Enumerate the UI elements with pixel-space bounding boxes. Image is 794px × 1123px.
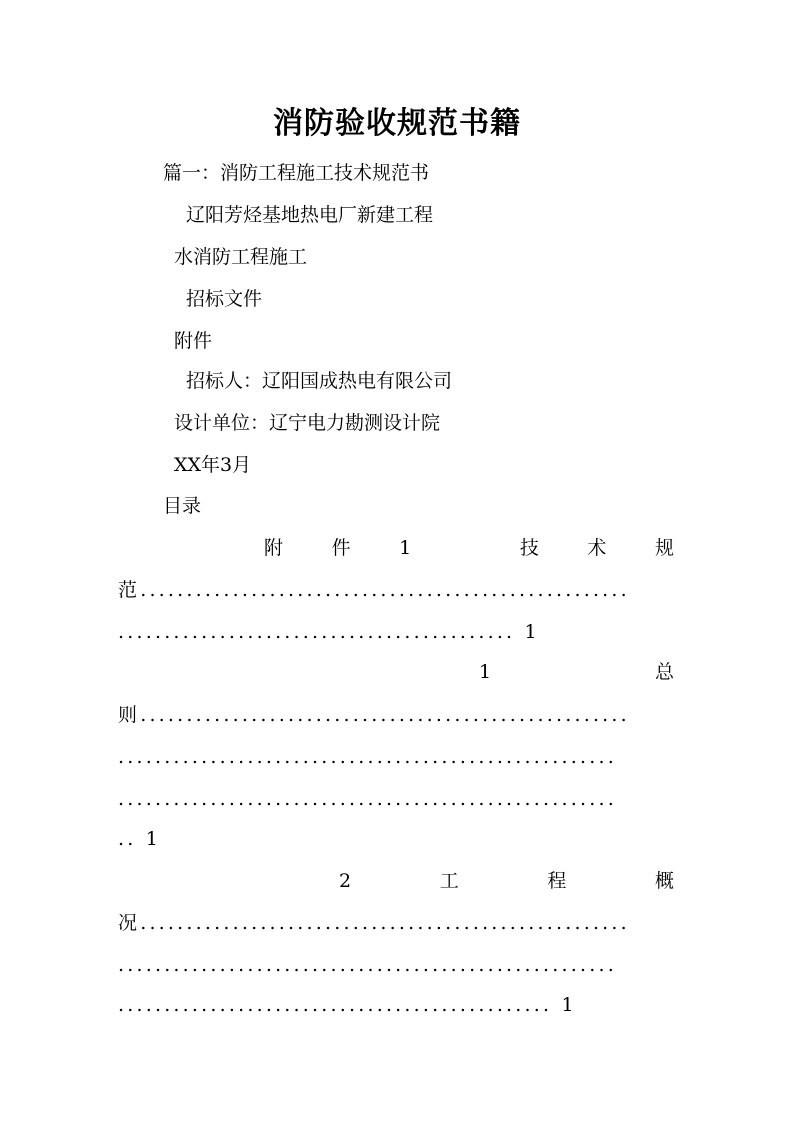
toc-word: 技 [519, 537, 539, 559]
toc-entry-3-heading [339, 869, 674, 893]
date-line: XX年3月 [174, 454, 252, 476]
toc-entry-3-page: ............................................... 1 [118, 994, 577, 1016]
attachment-label: 附件 [174, 330, 213, 352]
toc-word: 1 [399, 537, 412, 559]
document-type: 招标文件 [186, 288, 263, 310]
section-heading: 篇一：消防工程施工技术规范书 [163, 162, 430, 184]
designer-line: 设计单位：辽宁电力勘测设计院 [174, 412, 441, 434]
toc-title: 目录 [163, 495, 202, 517]
toc-entry-1-heading [264, 536, 674, 560]
toc-word: 概 [654, 870, 674, 892]
toc-number: 1 [479, 661, 492, 683]
toc-word: 工 [439, 870, 459, 892]
toc-word: 总 [654, 661, 674, 683]
document-title: 消防验收规范书籍 [273, 106, 521, 141]
toc-entry-2-leader: 则..................................................... [118, 704, 630, 726]
toc-number: 2 [339, 870, 352, 892]
toc-entry-2-leader-cont: ...................................................... [118, 746, 617, 768]
project-name-line1: 辽阳芳烃基地热电厂新建工程 [186, 204, 434, 226]
toc-entry-1-page: ........................................... 1 [118, 621, 540, 643]
toc-entry-2-leader-cont: ...................................................... [118, 788, 617, 810]
toc-entry-1-leader: 范..................................................... [118, 579, 630, 601]
toc-word: 术 [587, 537, 607, 559]
toc-word: 附 [264, 537, 284, 559]
toc-entry-2-page: .. 1 [118, 828, 162, 850]
project-name-line2: 水消防工程施工 [174, 246, 308, 268]
toc-word: 程 [547, 870, 567, 892]
toc-word: 件 [331, 537, 351, 559]
toc-word: 规 [654, 537, 674, 559]
toc-entry-3-leader: 况..................................................... [118, 912, 630, 934]
toc-entry-2-heading [479, 660, 674, 684]
tenderer-line: 招标人：辽阳国成热电有限公司 [186, 370, 453, 392]
toc-entry-3-leader-cont: ...................................................... [118, 954, 617, 976]
